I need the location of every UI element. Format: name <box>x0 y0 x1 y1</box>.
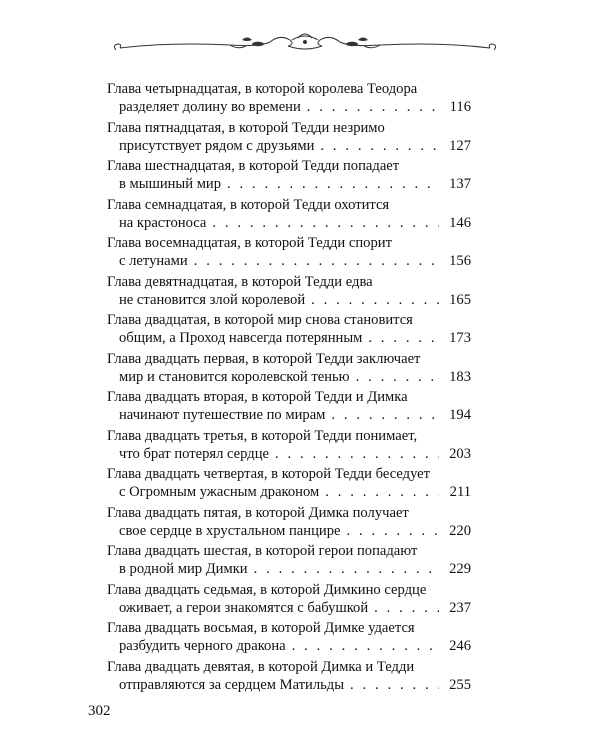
chapter-title: Глава шестнадцатая, в которой Тедди попадает <box>107 158 400 174</box>
page-number: 127 <box>449 137 471 154</box>
page-number: 255 <box>449 676 471 693</box>
chapter-title: Глава двадцатая, в которой мир снова становится <box>107 312 413 328</box>
page-number: 183 <box>449 368 471 385</box>
page-number: 116 <box>449 99 471 115</box>
toc-entry[interactable] <box>107 196 471 235</box>
page-folio: 302 <box>88 703 111 719</box>
dot-leader <box>374 599 439 617</box>
page-number: 146 <box>449 214 471 231</box>
toc-entry[interactable] <box>107 542 471 581</box>
decorative-header-ornament <box>110 28 500 68</box>
chapter-title: Глава восемнадцатая, в которой Тедди спорит <box>107 235 392 251</box>
chapter-title-continuation: в мышиный мир <box>119 176 222 192</box>
chapter-title: Глава двадцать четвертая, в которой Тедди беседует <box>107 466 431 482</box>
dot-leader <box>350 676 439 694</box>
chapter-title-continuation: в родной мир Димки <box>119 561 248 577</box>
toc-entry[interactable] <box>107 504 471 543</box>
chapter-title-continuation: на крастоноса <box>119 214 207 231</box>
toc-entry[interactable] <box>107 119 471 158</box>
toc-entry[interactable] <box>107 388 471 427</box>
chapter-title-continuation: отправляются за сердцем Матильды <box>119 676 345 693</box>
dot-leader <box>368 329 439 347</box>
page-number: 173 <box>449 330 471 346</box>
chapter-title-continuation: начинают путешествие по мирам <box>119 407 326 423</box>
toc-entry[interactable] <box>107 234 471 273</box>
chapter-title: Глава двадцать восьмая, в которой Димке удается <box>107 620 415 636</box>
chapter-title: Глава четырнадцатая, в которой королева Теодора <box>107 81 418 97</box>
page-number: 246 <box>449 638 471 654</box>
chapter-title: Глава девятнадцатая, в которой Тедди едва <box>107 273 373 290</box>
dot-leader <box>331 406 439 424</box>
dot-leader <box>227 175 439 193</box>
chapter-title-continuation: оживает, а герои знакомятся с бабушкой <box>119 599 369 616</box>
dot-leader <box>212 214 439 232</box>
toc-entry[interactable] <box>107 311 471 350</box>
dot-leader <box>307 98 439 116</box>
page-number: 220 <box>449 522 471 539</box>
chapter-title-continuation: не становится злой королевой <box>119 291 306 308</box>
page-number: 165 <box>449 291 471 308</box>
chapter-title-continuation: мир и становится королевской тенью <box>119 368 350 385</box>
chapter-title: Глава двадцать третья, в которой Тедди понимает, <box>107 427 418 444</box>
toc-entry[interactable] <box>107 273 471 312</box>
chapter-title-continuation: с Огромным ужасным драконом <box>119 484 320 500</box>
page-number: 194 <box>449 407 471 423</box>
chapter-title: Глава двадцать шестая, в которой герои попадают <box>107 543 418 559</box>
toc-entry[interactable] <box>107 581 471 620</box>
page-number: 203 <box>449 445 471 462</box>
dot-leader <box>325 483 439 501</box>
chapter-title-continuation: с летунами <box>119 253 188 269</box>
toc-entry[interactable] <box>107 465 471 504</box>
chapter-title: Глава двадцать первая, в которой Тедди заключает <box>107 350 421 367</box>
toc-entry[interactable] <box>107 350 471 389</box>
page-number: 237 <box>449 599 471 616</box>
toc-entry[interactable] <box>107 427 471 466</box>
dot-leader <box>311 291 439 309</box>
chapter-title: Глава двадцать девятая, в которой Димка и Тедди <box>107 658 415 675</box>
page-number: 137 <box>449 176 471 192</box>
page-number: 211 <box>449 484 471 500</box>
toc-entry[interactable] <box>107 619 471 658</box>
dot-leader <box>275 445 439 463</box>
toc-entry[interactable] <box>107 80 471 119</box>
page-number: 229 <box>449 561 471 577</box>
chapter-title: Глава двадцать вторая, в которой Тедди и Димка <box>107 389 408 405</box>
page-number: 156 <box>449 253 471 269</box>
chapter-title-continuation: общим, а Проход навсегда потерянным <box>119 330 363 346</box>
chapter-title: Глава двадцать пятая, в которой Димка получает <box>107 504 409 521</box>
toc-entry[interactable] <box>107 658 471 697</box>
dot-leader <box>347 522 440 540</box>
chapter-title: Глава семнадцатая, в которой Тедди охотится <box>107 196 390 213</box>
dot-leader <box>254 560 439 578</box>
toc-entry[interactable] <box>107 157 471 196</box>
chapter-title-continuation: разбудить черного дракона <box>119 638 286 654</box>
chapter-title: Глава двадцать седьмая, в которой Димкино сердце <box>107 581 427 598</box>
dot-leader <box>194 252 439 270</box>
dot-leader <box>320 137 439 155</box>
chapter-title-continuation: присутствует рядом с друзьями <box>119 137 315 154</box>
chapter-title-continuation: что брат потерял сердце <box>119 445 269 462</box>
chapter-title-continuation: свое сердце в хрустальном панцире <box>119 522 341 539</box>
dot-leader <box>356 368 439 386</box>
chapter-title-continuation: разделяет долину во времени <box>119 99 301 115</box>
table-of-contents <box>107 80 471 696</box>
chapter-title: Глава пятнадцатая, в которой Тедди незримо <box>107 119 385 136</box>
dot-leader <box>292 637 439 655</box>
